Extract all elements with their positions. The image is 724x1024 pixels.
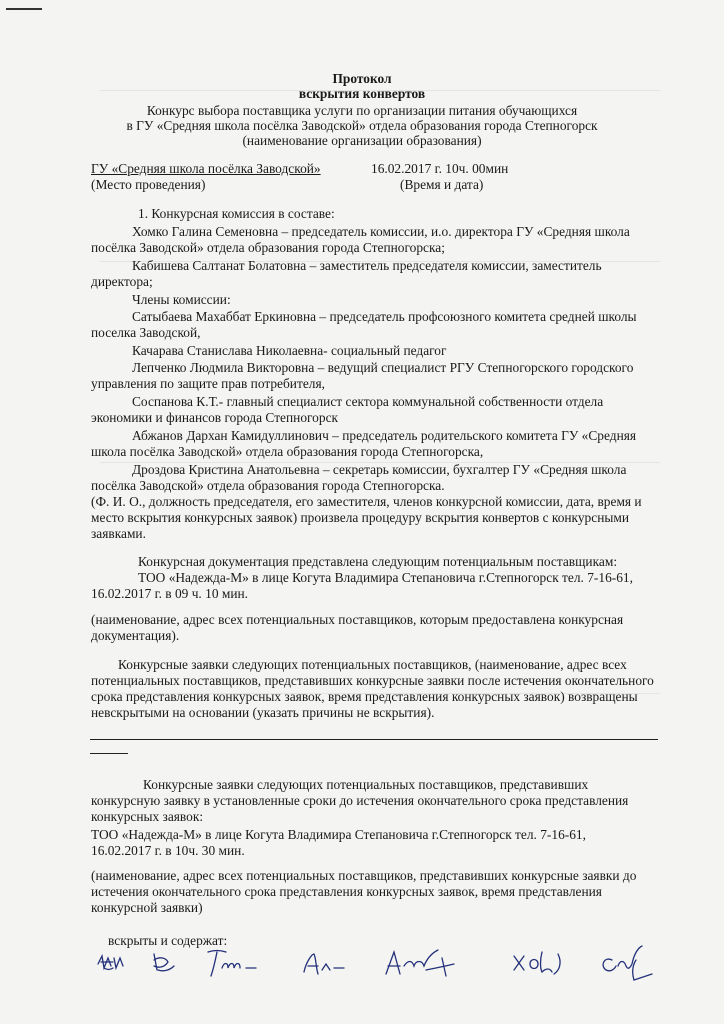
chair-line-1: Хомко Галина Семеновна – председатель комиссии, и.о. директора ГУ «Средняя школа [132,224,630,239]
ontime-bids-line-5: 16.02.2017 г. в 10ч. 30 мин. [91,843,245,858]
doc-subtitle-1: Конкурс выбора поставщика услуги по организации питания обучающихся [146,103,578,118]
member-1-line-2: поселка Заводской, [91,325,201,340]
venue-place-label: (Место проведения) [91,177,206,192]
documentation-line-2: ТОО «Надежда-М» в лице Когута Владимира Степановича г.Степногорск тел. 7-16-61, [138,570,633,585]
late-bids-line-2: потенциальных поставщиков, представивших конкурсные заявки после истечения окончательного [91,673,654,688]
blank-line-1 [90,739,658,740]
late-bids-line-1: Конкурсные заявки следующих потенциальных поставщиков, (наименование, адрес всех [118,657,627,672]
signature-3 [208,951,256,977]
opened-label: вскрыты и содержат: [108,933,228,948]
late-bids-line-3: срока представления конкурсных заявок, время представления конкурсных заявок) возвращены [91,689,638,704]
deputy-line-1: Кабишева Салтанат Болатовна – заместитель председателя комиссии, заместитель [132,258,602,273]
signature-7 [603,946,652,980]
blank-line-2 [90,753,128,754]
signature-5 [386,950,454,976]
late-bids-line-4: невскрытыми на основании (указать причины не вскрытия). [91,705,435,720]
doc-title: Протокол [332,71,392,86]
signature-4 [304,954,344,974]
signature-1 [98,956,123,970]
member-5-line-2: школа посёлка Заводской» отдела образования города Степногорска, [91,444,484,459]
ontime-note-3: конкурсной заявки) [91,900,203,915]
member-6-line-1: Дроздова Кристина Анатольевна – секретарь комиссии, бухгалтер ГУ «Средняя школа [132,462,627,477]
member-3-line-2: управления по защите прав потребителя, [91,376,325,391]
documentation-line-3: 16.02.2017 г. в 09 ч. 10 мин. [91,586,249,601]
commission-heading: 1. Конкурсная комиссия в составе: [138,206,335,221]
member-2: Качарава Станислава Николаевна- социальный педагог [132,343,447,358]
doc-subtitle-3: (наименование организации образования) [242,133,482,148]
member-4-line-1: Соспанова К.Т.- главный специалист сектора коммунальной собственности отдела [132,394,604,409]
deputy-line-2: директора; [91,274,153,289]
member-6-line-2: посёлка Заводской» отдела образования города Степногорска. [91,478,445,493]
signatures [96,940,676,990]
documentation-line-1: Конкурсная документация представлена следующим потенциальным поставщикам: [138,554,618,569]
members-heading: Члены комиссии: [132,292,231,307]
doc-title-2: вскрытия конвертов [298,86,426,101]
venue-datetime: 16.02.2017 г. 10ч. 00мин [371,161,509,176]
member-3-line-1: Лепченко Людмила Викторовна – ведущий специалист РГУ Степногорского городского [132,360,634,375]
venue-place: ГУ «Средняя школа посёлка Заводской» [91,161,321,176]
doc-subtitle-2: в ГУ «Средняя школа посёлка Заводской» отдела образования города Степногорск [126,118,598,133]
venue-datetime-label: (Время и дата) [400,177,484,192]
ontime-note-1: (наименование, адрес всех потенциальных поставщиков, представивших конкурсные заявки до [91,868,637,883]
ontime-note-2: истечения окончательного срока представления конкурсных заявок, время представления [91,884,602,899]
signature-2 [154,954,174,971]
documentation-note-1: (наименование, адрес всех потенциальных поставщиков, которым предоставлена конкурсная [91,612,624,627]
commission-note-1: (Ф. И. О., должность председателя, его заместителя, членов конкурсной комиссии, дата, время и [91,494,642,509]
commission-note-3: заявками. [91,526,146,541]
chair-line-2: посёлка Заводской» отдела образования города Степногорска; [91,240,445,255]
signature-6 [514,952,560,974]
commission-note-2: место вскрытия конкурсных заявок) произвела процедуру вскрытия конвертов с конкурсными [91,510,630,525]
ontime-bids-line-2: конкурсную заявку в установленные сроки до истечения окончательного срока представления [91,793,629,808]
member-5-line-1: Абжанов Дархан Камидуллинович – председатель родительского комитета ГУ «Средняя [132,428,637,443]
scan-mark [6,8,42,10]
ontime-bids-line-1: Конкурсные заявки следующих потенциальных поставщиков, представивших [143,777,589,792]
member-1-line-1: Сатыбаева Махаббат Еркиновна – председатель профсоюзного комитета средней школы [132,309,637,324]
member-4-line-2: экономики и финансов города Степногорск [91,410,339,425]
documentation-note-2: документация). [91,628,180,643]
ontime-bids-line-4: ТОО «Надежда-М» в лице Когута Владимира Степановича г.Степногорск тел. 7-16-61, [91,827,586,842]
ontime-bids-line-3: конкурсных заявок: [91,809,204,824]
